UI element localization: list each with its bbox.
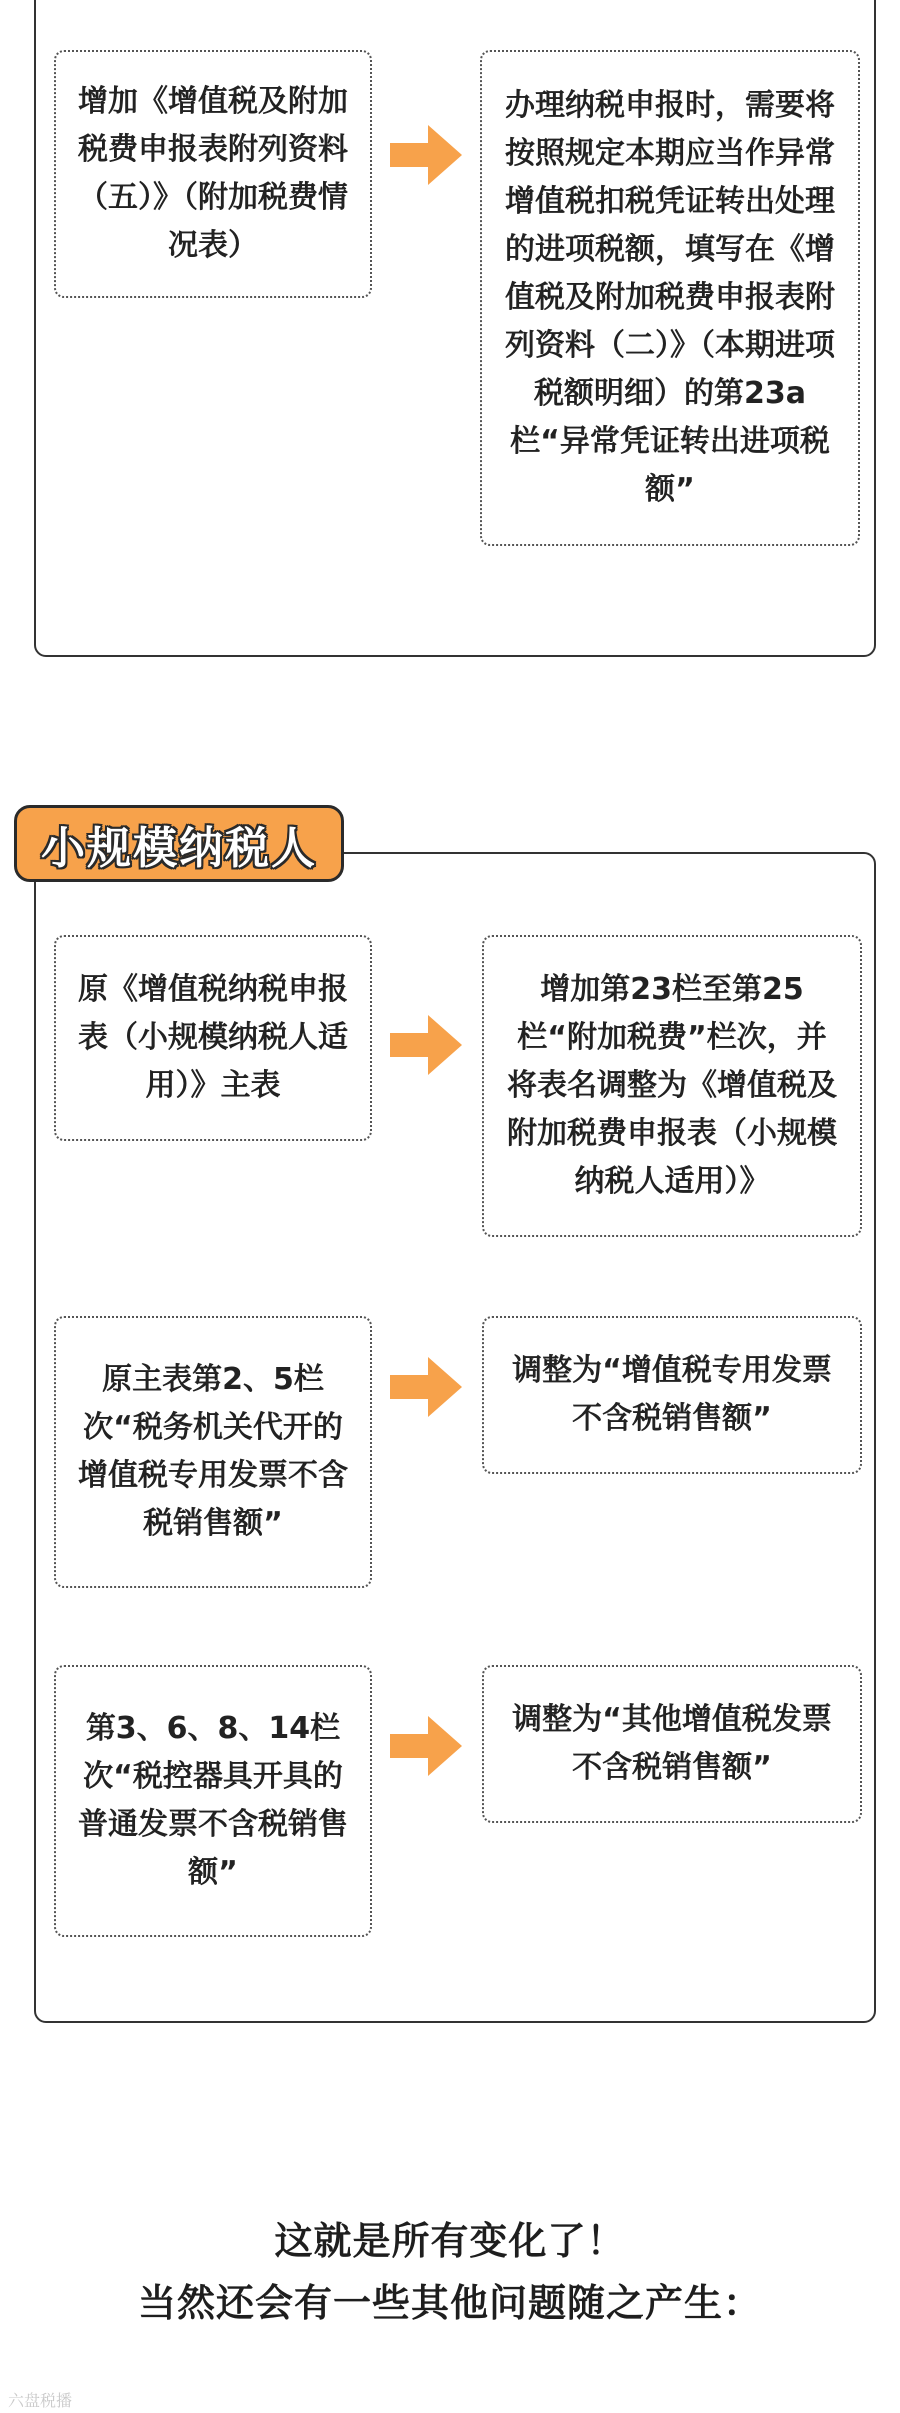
footer-line-1: 这就是所有变化了！ [274,2219,626,2263]
row2-right-box [482,1316,862,1474]
section-tag [14,805,344,882]
right-arrow-icon [390,125,462,185]
row1-left-text: 原《增值税纳税申报表（小规模纳税人适用）》主表 [78,972,348,1103]
row3-right-text: 调整为“其他增值税发票不含税销售额” [512,1702,832,1785]
right-arrow-icon [390,1716,462,1776]
top-right-text: 办理纳税申报时，需要将按照规定本期应当作异常增值税扣税凭证转出处理的进项税额，填写在《增值税及附加税费申报表附列资料（二）》（本期进项税额明细）的第23a栏“异常凭证转出进项税额” [505,88,835,507]
row1-right-text: 增加第23栏至第25栏“附加税费”栏次，并将表名调整为《增值税及附加税费申报表（小规模纳税人适用）》 [507,972,837,1199]
row3-left-box [54,1665,372,1937]
row2-left-text: 原主表第2、5栏次“税务机关代开的增值税专用发票不含税销售额” [78,1362,348,1541]
top-right-box [480,50,860,546]
top-left-box [54,50,372,298]
watermark: 六盘税播 [8,2391,73,2410]
right-arrow-icon [390,1015,462,1075]
row1-right-box [482,935,862,1237]
top-left-text: 增加《增值税及附加税费申报表附列资料（五）》（附加税费情况表） [78,84,348,263]
section-tag-label: 小规模纳税人 [41,822,317,874]
row1-left-box [54,935,372,1141]
right-arrow-icon [390,1357,462,1417]
row2-right-text: 调整为“增值税专用发票不含税销售额” [512,1353,832,1436]
row2-left-box [54,1316,372,1588]
row3-left-text: 第3、6、8、14栏次“税控器具开具的普通发票不含税销售额” [78,1711,348,1890]
row3-right-box [482,1665,862,1823]
footer-line-2: 当然还会有一些其他问题随之产生： [137,2281,762,2325]
